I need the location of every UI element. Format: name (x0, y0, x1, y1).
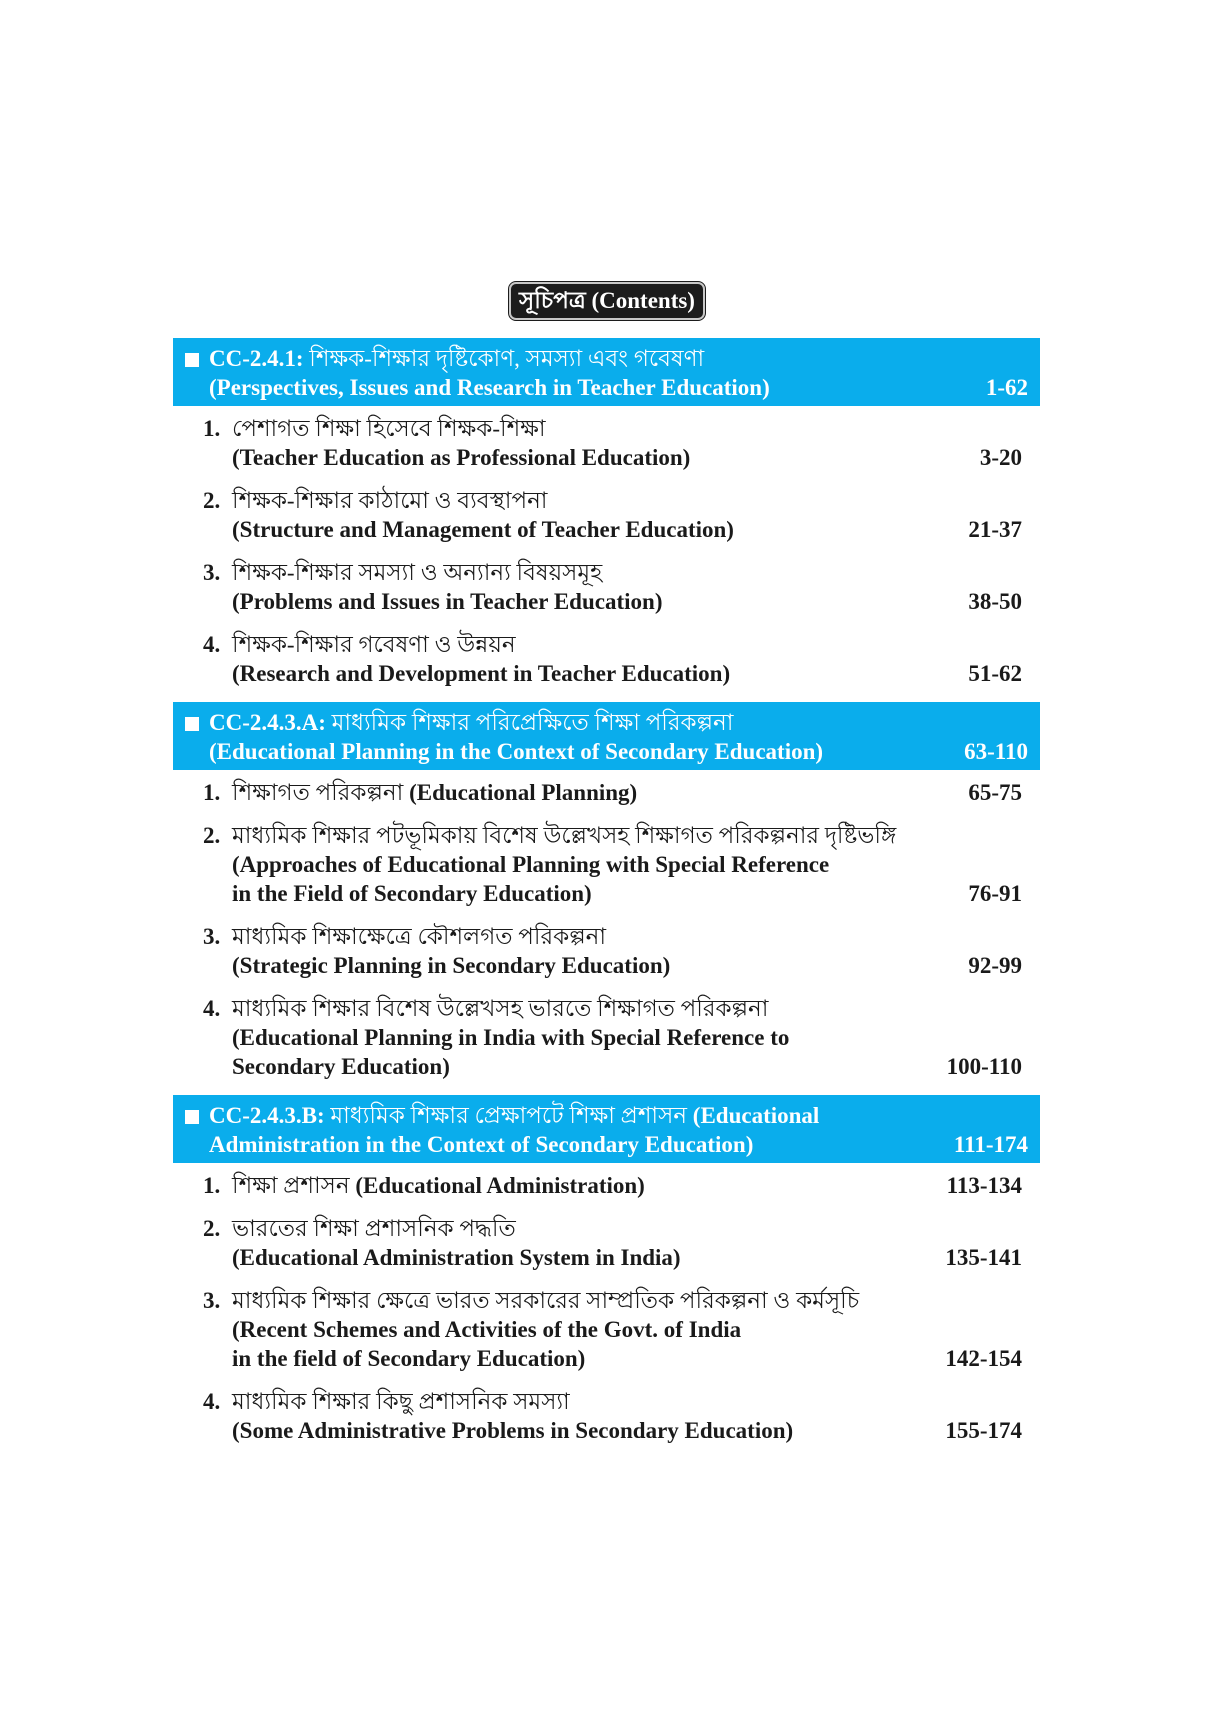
entry-number: 4. (203, 632, 221, 657)
section-pages: 1-62 (985, 375, 1028, 400)
page-title-wrap (0, 282, 1214, 320)
entry-number: 2. (203, 1216, 221, 1241)
toc-entry[interactable] (173, 1387, 1040, 1445)
section-code: CC-2.4.3.B: (209, 1103, 325, 1128)
entry-title-en: (Educational Administration System in India) (232, 1245, 681, 1270)
entry-title-en: (Problems and Issues in Teacher Education) (232, 589, 663, 614)
entry-title-bn: শিক্ষক-শিক্ষার সমস্যা ও অন্যান্য বিষয়সমূহ (232, 560, 603, 585)
entry-title-en: (Educational Planning in India with Special Reference to (232, 1025, 790, 1050)
entry-title-bn: শিক্ষা প্রশাসন (232, 1173, 350, 1198)
section-pages: 111-174 (953, 1132, 1028, 1157)
entry-title-bn: শিক্ষক-শিক্ষার কাঠামো ও ব্যবস্থাপনা (232, 488, 548, 513)
entry-pages: 135-141 (945, 1245, 1022, 1270)
entry-pages: 100-110 (946, 1054, 1022, 1079)
toc-entry[interactable] (173, 558, 1040, 616)
entry-pages: 142-154 (945, 1346, 1022, 1371)
entry-number: 4. (203, 996, 221, 1021)
entry-pages: 51-62 (968, 661, 1022, 686)
entry-title-bn: ভারতের শিক্ষা প্রশাসনিক পদ্ধতি (232, 1216, 516, 1241)
toc-entry[interactable] (173, 630, 1040, 688)
section-title-en: (Perspectives, Issues and Research in Teacher Education) (209, 375, 770, 400)
entry-title-en-cont: Secondary Education) (232, 1054, 450, 1079)
entry-title-bn: শিক্ষাগত পরিকল্পনা (232, 780, 404, 805)
section-title-bn: মাধ্যমিক শিক্ষার পরিপ্রেক্ষিতে শিক্ষা পরিকল্পনা (331, 710, 734, 735)
entry-title-en: (Strategic Planning in Secondary Education) (232, 953, 671, 978)
section-header-cc-2-4-1[interactable] (173, 338, 1040, 406)
section-title-bn: শিক্ষক-শিক্ষার দৃষ্টিকোণ, সমস্যা এবং গবেষণা (309, 346, 705, 371)
entry-number: 3. (203, 1288, 221, 1313)
entry-number: 2. (203, 823, 221, 848)
entry-pages: 113-134 (946, 1173, 1022, 1198)
entry-title-en: (Teacher Education as Professional Education) (232, 445, 691, 470)
entry-title-en: (Structure and Management of Teacher Education) (232, 517, 734, 542)
toc-entry[interactable] (173, 778, 1040, 807)
section-pages: 63-110 (964, 739, 1028, 764)
entry-title-en: (Educational Planning) (409, 780, 638, 805)
toc-entry[interactable] (173, 486, 1040, 544)
entry-pages: 65-75 (968, 780, 1022, 805)
entry-number: 3. (203, 924, 221, 949)
entry-title-en: (Approaches of Educational Planning with Special Reference (232, 852, 830, 877)
table-of-contents (173, 338, 1040, 1459)
entry-number: 1. (203, 1173, 221, 1198)
entry-pages: 3-20 (979, 445, 1022, 470)
entry-pages: 155-174 (945, 1418, 1022, 1443)
section-header-cc-2-4-3-b[interactable] (173, 1095, 1040, 1163)
toc-entry[interactable] (173, 414, 1040, 472)
toc-entry[interactable] (173, 821, 1040, 908)
square-bullet-icon (185, 1110, 199, 1124)
toc-entry[interactable] (173, 1171, 1040, 1200)
entry-title-bn: মাধ্যমিক শিক্ষার বিশেষ উল্লেখসহ ভারতে শিক্ষাগত পরিকল্পনা (232, 996, 769, 1021)
section-code: CC-2.4.3.A: (209, 710, 326, 735)
section-title-en-start: (Educational (692, 1103, 820, 1128)
entry-title-en-cont: in the Field of Secondary Education) (232, 881, 592, 906)
entry-title-bn: শিক্ষক-শিক্ষার গবেষণা ও উন্নয়ন (232, 632, 516, 657)
entry-number: 2. (203, 488, 221, 513)
page-title: সূচিপত্র (Contents) (509, 282, 705, 320)
entry-title-bn: মাধ্যমিক শিক্ষাক্ষেত্রে কৌশলগত পরিকল্পনা (232, 924, 607, 949)
entry-title-bn: পেশাগত শিক্ষা হিসেবে শিক্ষক-শিক্ষা (232, 416, 546, 441)
section-title-en: Administration in the Context of Secondary Education) (209, 1132, 754, 1157)
section-title-bn: মাধ্যমিক শিক্ষার প্রেক্ষাপটে শিক্ষা প্রশাসন (330, 1103, 688, 1128)
entry-title-bn: মাধ্যমিক শিক্ষার ক্ষেত্রে ভারত সরকারের সাম্প্রতিক পরিকল্পনা ও কর্মসূচি (232, 1288, 860, 1313)
toc-entry[interactable] (173, 1286, 1040, 1373)
entry-number: 1. (203, 780, 221, 805)
entry-number: 3. (203, 560, 221, 585)
toc-entry[interactable] (173, 1214, 1040, 1272)
section-title-en: (Educational Planning in the Context of Secondary Education) (209, 739, 824, 764)
section-header-cc-2-4-3-a[interactable] (173, 702, 1040, 770)
entry-pages: 21-37 (968, 517, 1022, 542)
entry-title-bn: মাধ্যমিক শিক্ষার পটভূমিকায় বিশেষ উল্লেখসহ শিক্ষাগত পরিকল্পনার দৃষ্টিভঙ্গি (232, 823, 897, 848)
entry-title-en: (Educational Administration) (355, 1173, 645, 1198)
entry-number: 4. (203, 1389, 221, 1414)
entry-title-bn: মাধ্যমিক শিক্ষার কিছু প্রশাসনিক সমস্যা (232, 1389, 570, 1414)
toc-entry[interactable] (173, 922, 1040, 980)
entry-title-en: (Recent Schemes and Activities of the Govt. of India (232, 1317, 742, 1342)
entry-pages: 76-91 (968, 881, 1022, 906)
section-code: CC-2.4.1: (209, 346, 304, 371)
entry-number: 1. (203, 416, 221, 441)
square-bullet-icon (185, 717, 199, 731)
toc-entry[interactable] (173, 994, 1040, 1081)
entry-title-en: (Research and Development in Teacher Education) (232, 661, 731, 686)
entry-title-en-cont: in the field of Secondary Education) (232, 1346, 586, 1371)
entry-pages: 38-50 (968, 589, 1022, 614)
square-bullet-icon (185, 353, 199, 367)
entry-title-en: (Some Administrative Problems in Secondary Education) (232, 1418, 794, 1443)
entry-pages: 92-99 (968, 953, 1022, 978)
